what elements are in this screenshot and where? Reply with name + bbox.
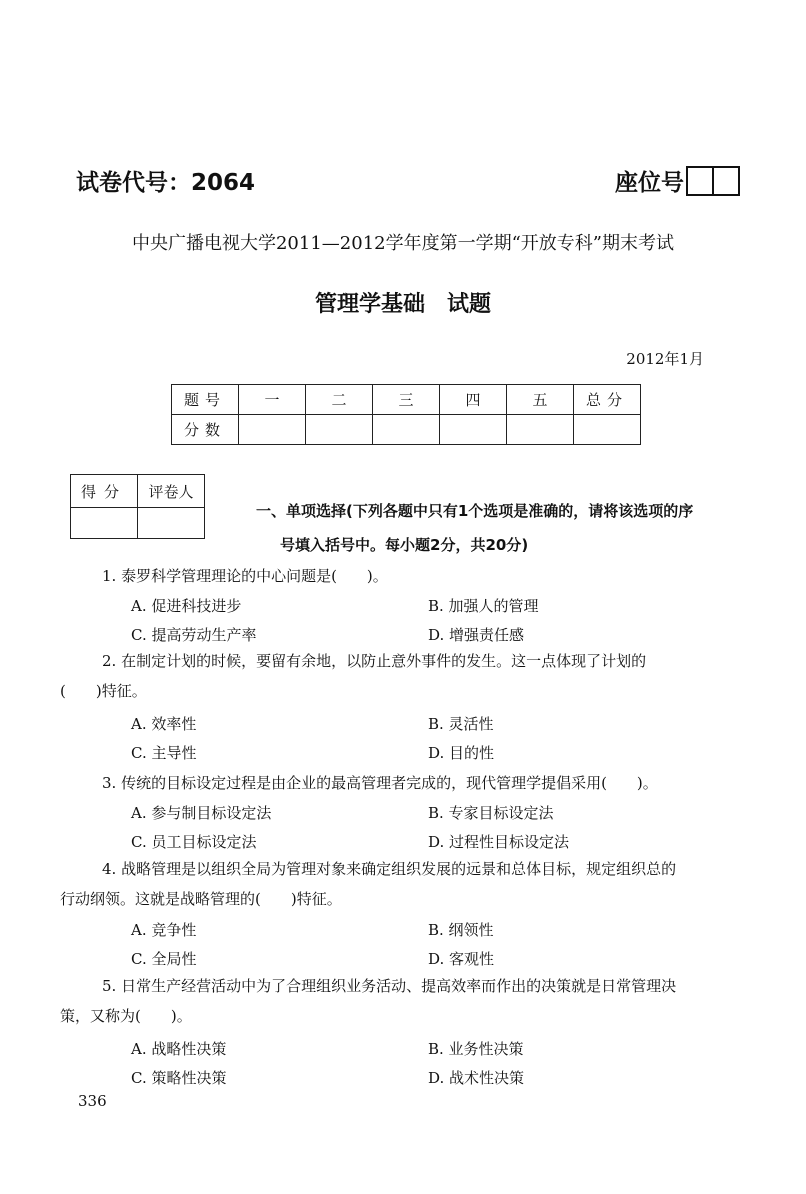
option: B. 纲领性 bbox=[428, 921, 494, 939]
score-table bbox=[171, 384, 641, 445]
option: B. 业务性决策 bbox=[428, 1040, 524, 1058]
question-stem: 3. 传统的目标设定过程是由企业的最高管理者完成的，现代管理学提倡采用( )。 bbox=[102, 774, 658, 792]
question-stem-line2: ( )特征。 bbox=[60, 682, 147, 700]
score-table-score-row bbox=[172, 415, 641, 445]
option: D. 增强责任感 bbox=[428, 626, 525, 644]
option: C. 全局性 bbox=[131, 950, 197, 968]
score-cell bbox=[440, 415, 507, 445]
grader-table bbox=[70, 474, 205, 539]
question-stem bbox=[60, 646, 738, 706]
seat-label: 座位号 bbox=[615, 170, 684, 196]
score-table-column: 四 bbox=[440, 385, 507, 415]
score-table-column: 总分 bbox=[574, 385, 641, 415]
score-table-column: 一 bbox=[239, 385, 306, 415]
exam-date: 2012年1月 bbox=[626, 350, 704, 368]
score-cell bbox=[574, 415, 641, 445]
option: C. 员工目标设定法 bbox=[131, 833, 257, 851]
question-stem bbox=[60, 854, 738, 914]
grader-score-cell bbox=[71, 508, 138, 539]
option: A. 促进科技进步 bbox=[131, 597, 242, 615]
score-cell bbox=[507, 415, 574, 445]
exam-code: 试卷代号：2064 bbox=[76, 170, 256, 196]
option: C. 提高劳动生产率 bbox=[131, 626, 257, 644]
question-stem-line2: 行动纲领。这就是战略管理的( )特征。 bbox=[60, 890, 342, 908]
paper-title bbox=[0, 287, 806, 318]
page-number: 336 bbox=[78, 1092, 107, 1110]
option: D. 目的性 bbox=[428, 744, 495, 762]
exam-header: 中央广播电视大学2011—2012学年度第一学期“开放专科”期末考试 bbox=[131, 233, 675, 254]
score-table-column: 五 bbox=[507, 385, 574, 415]
score-cell bbox=[239, 415, 306, 445]
question-stem-line1: 2. 在制定计划的时候，要留有余地，以防止意外事件的发生。这一点体现了计划的 bbox=[102, 652, 647, 670]
grader-score-label: 得分 bbox=[71, 475, 138, 508]
score-table-row-head: 题号 bbox=[172, 385, 239, 415]
seat-number bbox=[615, 164, 740, 197]
score-table-header-row bbox=[172, 385, 641, 415]
score-table-row-head: 分数 bbox=[172, 415, 239, 445]
question-stem: 1. 泰罗科学管理理论的中心问题是( )。 bbox=[102, 567, 388, 585]
score-table-column: 二 bbox=[306, 385, 373, 415]
score-table-column: 三 bbox=[373, 385, 440, 415]
seat-number-boxes bbox=[686, 166, 740, 196]
paper-subject: 管理学基础 bbox=[314, 292, 425, 317]
option: A. 竞争性 bbox=[131, 921, 197, 939]
section-title bbox=[256, 494, 746, 562]
option: A. 效率性 bbox=[131, 715, 197, 733]
option: B. 灵活性 bbox=[428, 715, 494, 733]
grader-name-cell bbox=[138, 508, 205, 539]
score-cell bbox=[373, 415, 440, 445]
score-cell bbox=[306, 415, 373, 445]
question-stem-line2: 策，又称为( )。 bbox=[60, 1007, 192, 1025]
option: D. 过程性目标设定法 bbox=[428, 833, 570, 851]
section-title-line2: 号填入括号中。每小题2分，共20分) bbox=[280, 536, 529, 554]
grader-name-label: 评卷人 bbox=[138, 475, 205, 508]
option: C. 主导性 bbox=[131, 744, 197, 762]
question-stem bbox=[60, 971, 738, 1031]
option: A. 战略性决策 bbox=[131, 1040, 227, 1058]
option: B. 专家目标设定法 bbox=[428, 804, 554, 822]
option: B. 加强人的管理 bbox=[428, 597, 539, 615]
option: A. 参与制目标设定法 bbox=[131, 804, 272, 822]
question-stem-line1: 5. 日常生产经营活动中为了合理组织业务活动、提高效率而作出的决策就是日常管理决 bbox=[102, 977, 677, 995]
question-stem-line1: 4. 战略管理是以组织全局为管理对象来确定组织发展的远景和总体目标，规定组织总的 bbox=[102, 860, 677, 878]
option: C. 策略性决策 bbox=[131, 1069, 227, 1087]
section-title-line1: 一、单项选择(下列各题中只有1个选项是准确的，请将该选项的序 bbox=[256, 502, 694, 520]
option: D. 客观性 bbox=[428, 950, 495, 968]
paper-title-suffix: 试题 bbox=[447, 292, 492, 317]
option: D. 战术性决策 bbox=[428, 1069, 525, 1087]
